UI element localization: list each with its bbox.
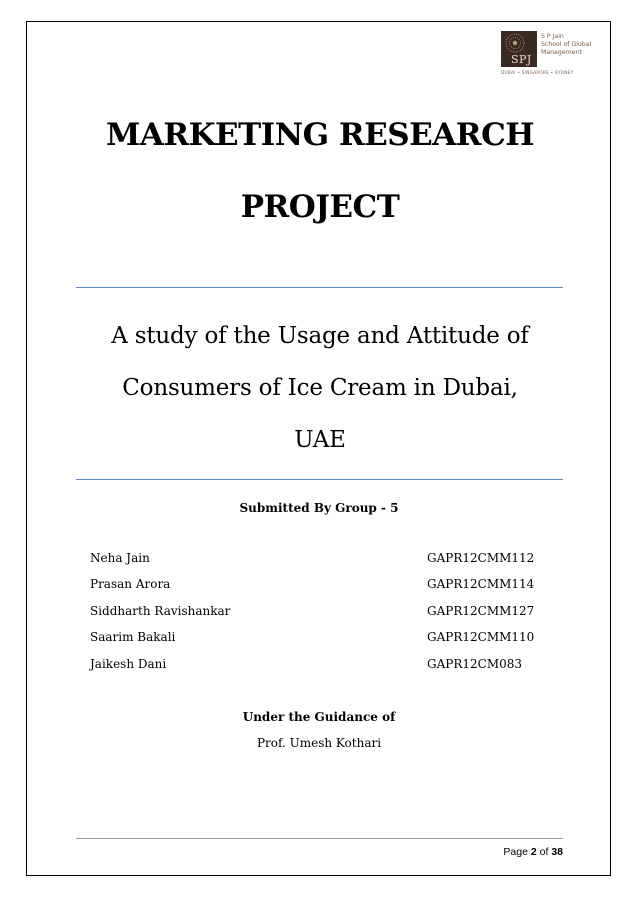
total-pages: 38 <box>551 846 563 858</box>
subtitle-line-1: A study of the Usage and Attitude of <box>111 323 529 349</box>
subtitle-line-3: UAE <box>294 427 346 453</box>
member-row <box>90 629 550 645</box>
member-row <box>90 576 550 592</box>
member-name: Saarim Bakali <box>90 630 176 644</box>
current-page: 2 <box>530 846 537 858</box>
logo-school-name: S P Jain School of Global Management <box>541 33 592 56</box>
school-logo <box>501 31 599 77</box>
member-name: Jaikesh Dani <box>90 657 167 671</box>
page-word: Page <box>503 846 528 858</box>
guidance-heading: Under the Guidance of <box>242 710 396 724</box>
divider-top <box>76 287 563 288</box>
member-id: GAPR12CMM112 <box>427 551 535 565</box>
guide-name: Prof. Umesh Kothari <box>256 736 382 750</box>
member-row <box>90 603 550 619</box>
footer-divider <box>76 838 563 839</box>
member-name: Neha Jain <box>90 551 150 565</box>
member-id: GAPR12CMM110 <box>427 630 535 644</box>
logo-initials: SPJ <box>511 53 532 66</box>
divider-bottom <box>76 479 563 480</box>
page-number <box>450 845 563 859</box>
member-name: Siddharth Ravishankar <box>90 604 231 618</box>
submitted-by-heading: Submitted By Group - 5 <box>239 501 399 515</box>
member-name: Prasan Arora <box>90 577 171 591</box>
logo-cities: DUBAI • SINGAPORE • SYDNEY <box>501 70 574 75</box>
logo-mark-icon <box>501 31 537 67</box>
member-row <box>90 656 550 672</box>
member-id: GAPR12CM083 <box>427 657 523 671</box>
member-id: GAPR12CMM114 <box>427 577 535 591</box>
member-row <box>90 550 550 566</box>
member-id: GAPR12CMM127 <box>427 604 535 618</box>
of-word: of <box>539 846 549 858</box>
subtitle-line-2: Consumers of Ice Cream in Dubai, <box>122 375 518 401</box>
title-line-1: MARKETING RESEARCH <box>105 117 535 153</box>
title-line-2: PROJECT <box>240 189 400 225</box>
